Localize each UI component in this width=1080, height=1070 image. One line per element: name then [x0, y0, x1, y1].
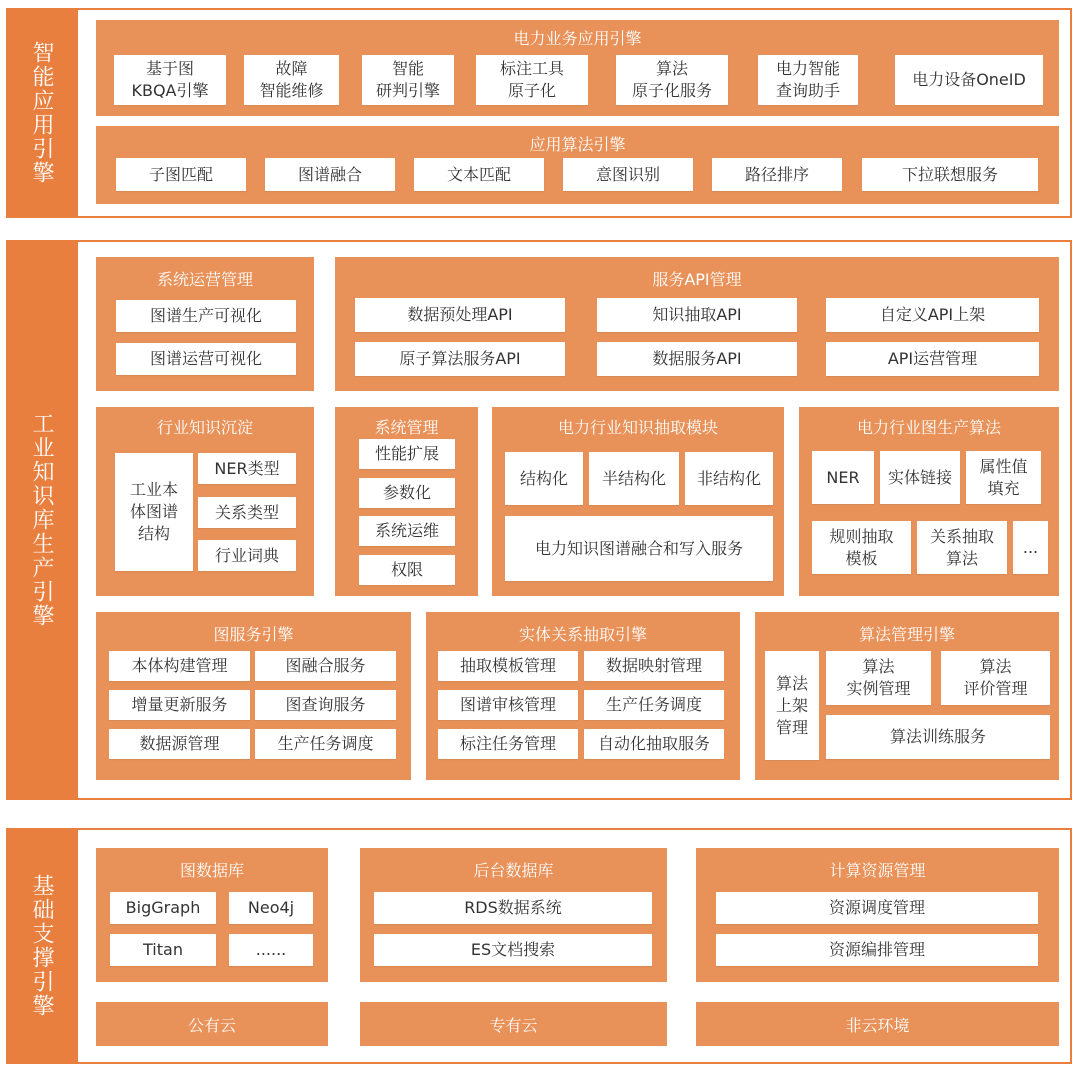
relation-algo-box: 关系抽取 算法 [917, 521, 1007, 574]
task-schedule-box-2: 生产任务调度 [584, 690, 724, 720]
incremental-update-box: 增量更新服务 [109, 690, 250, 720]
knowledge-extract-title: 电力行业知识抽取模块 [557, 418, 718, 437]
relation-extract-title: 实体关系抽取引擎 [518, 625, 647, 644]
text-match-box: 文本匹配 [414, 158, 544, 191]
industry-knowledge-title: 行业知识沉淀 [156, 418, 253, 437]
sys-ops-box: 系统运维 [359, 516, 455, 546]
resource-schedule-box: 资源调度管理 [716, 892, 1038, 924]
semi-structured-box: 半结构化 [589, 452, 679, 505]
graph-service-title: 图服务引擎 [213, 625, 294, 644]
intent-recognition-box: 意图识别 [563, 158, 693, 191]
perf-scale-box: 性能扩展 [359, 439, 455, 469]
query-assistant-box: 电力智能 查询助手 [758, 55, 858, 105]
data-mapping-box: 数据映射管理 [584, 651, 724, 681]
unstructured-box: 非结构化 [685, 452, 773, 505]
non-cloud-bar: 非云环境 [696, 1002, 1059, 1046]
algo-shelf-box: 算法 上架 管理 [765, 651, 819, 760]
biggraph-box: BigGraph [110, 892, 216, 924]
graph-ops-vis-box: 图谱运营可视化 [116, 343, 296, 375]
ner-box: NER [812, 451, 874, 504]
custom-api-box: 自定义API上架 [826, 298, 1039, 332]
graph-query-box: 图查询服务 [255, 690, 396, 720]
label-task-box: 标注任务管理 [438, 729, 578, 759]
datasource-mgmt-box: 数据源管理 [109, 729, 250, 759]
api-ops-box: API运营管理 [826, 342, 1039, 376]
rule-template-box: 规则抽取 模板 [812, 521, 911, 574]
public-cloud-bar: 公有云 [96, 1002, 328, 1046]
industry-dict-box: 行业词典 [198, 540, 296, 571]
algo-train-box: 算法训练服务 [826, 715, 1050, 759]
app-algo-engine-title: 应用算法引擎 [529, 135, 626, 154]
kbqa-box: 基于图 KBQA引擎 [114, 55, 226, 105]
graph-review-box: 图谱审核管理 [438, 690, 578, 720]
business-engine-title: 电力业务应用引擎 [513, 29, 642, 48]
subgraph-match-box: 子图匹配 [116, 158, 246, 191]
es-box: ES文档搜索 [374, 934, 652, 966]
structured-box: 结构化 [505, 452, 583, 505]
private-cloud-bar: 专有云 [360, 1002, 667, 1046]
permission-box: 权限 [359, 555, 455, 585]
base-engine-label: 基础支撑引擎 [6, 828, 76, 1064]
oneid-box: 电力设备OneID [895, 55, 1043, 105]
ops-mgmt-title: 系统运营管理 [156, 270, 253, 289]
entity-link-box: 实体链接 [880, 451, 960, 504]
preprocess-api-box: 数据预处理API [355, 298, 565, 332]
resource-orchestration-box: 资源编排管理 [716, 934, 1038, 966]
data-service-api-box: 数据服务API [597, 342, 797, 376]
neo4j-box: Neo4j [229, 892, 313, 924]
task-schedule-box-1: 生产任务调度 [255, 729, 396, 759]
fault-repair-box: 故障 智能维修 [244, 55, 339, 105]
extract-template-box: 抽取模板管理 [438, 651, 578, 681]
ellipsis-box: ...... [229, 934, 313, 966]
kg-merge-write-box: 电力知识图谱融合和写入服务 [505, 516, 773, 581]
titan-box: Titan [110, 934, 216, 966]
compute-resource-title: 计算资源管理 [829, 861, 926, 880]
parameterize-box: 参数化 [359, 478, 455, 508]
graph-prod-vis-box: 图谱生产可视化 [116, 300, 296, 332]
extract-api-box: 知识抽取API [597, 298, 797, 332]
relation-type-box: 关系类型 [198, 497, 296, 528]
graph-merge-service-box: 图融合服务 [255, 651, 396, 681]
attr-fill-box: 属性值 填充 [966, 451, 1041, 504]
more-box: ... [1013, 521, 1048, 574]
rds-box: RDS数据系统 [374, 892, 652, 924]
atomic-algo-api-box: 原子算法服务API [355, 342, 565, 376]
kb-engine-label: 工业知识库生产引擎 [6, 240, 76, 800]
ontology-build-box: 本体构建管理 [109, 651, 250, 681]
graph-fusion-box: 图谱融合 [265, 158, 395, 191]
algo-mgmt-title: 算法管理引擎 [858, 625, 955, 644]
ontology-structure-box: 工业本 体图谱 结构 [115, 453, 193, 571]
system-mgmt-title: 系统管理 [374, 418, 439, 437]
graph-algo-title: 电力行业图生产算法 [856, 418, 1001, 437]
algo-atomic-box: 算法 原子化服务 [616, 55, 728, 105]
judge-engine-box: 智能 研判引擎 [362, 55, 454, 105]
graph-db-title: 图数据库 [179, 861, 244, 880]
api-mgmt-title: 服务API管理 [652, 270, 742, 289]
backend-db-title: 后台数据库 [473, 861, 554, 880]
label-tool-box: 标注工具 原子化 [476, 55, 588, 105]
path-ranking-box: 路径排序 [712, 158, 842, 191]
suggest-service-box: 下拉联想服务 [862, 158, 1038, 191]
auto-extract-box: 自动化抽取服务 [584, 729, 724, 759]
ner-type-box: NER类型 [198, 453, 296, 484]
algo-instance-box: 算法 实例管理 [826, 651, 931, 705]
algo-eval-box: 算法 评价管理 [941, 651, 1050, 705]
app-engine-label: 智能应用引擎 [6, 8, 76, 218]
